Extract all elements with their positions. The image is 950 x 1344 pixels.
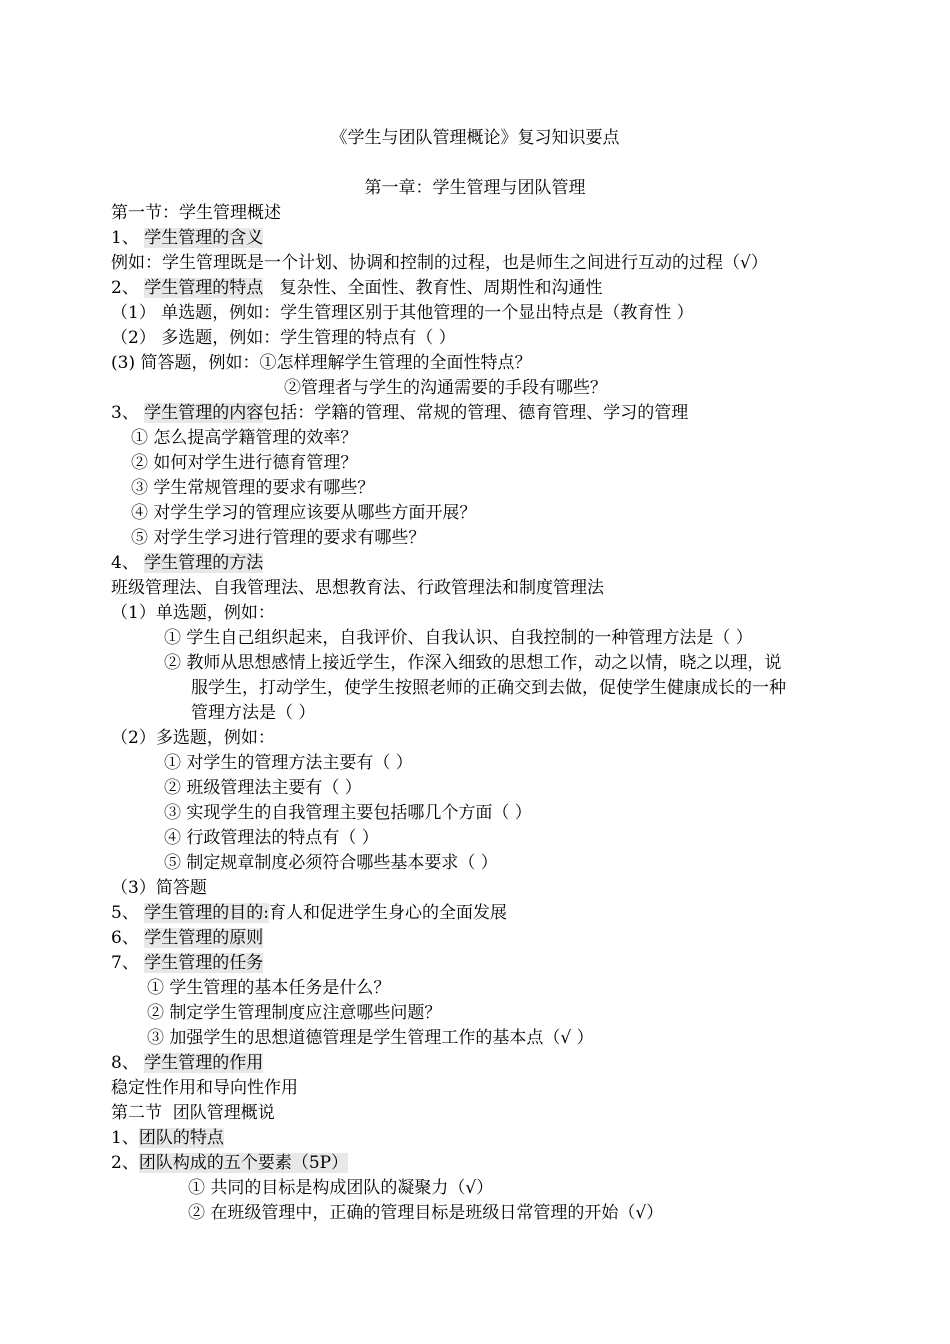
- chapter-heading: 第一章：学生管理与团队管理: [364, 178, 586, 198]
- text-line: (3) 简答题，例如：①怎样理解学生管理的全面性特点？: [111, 353, 532, 373]
- list-item: ② 制定学生管理制度应注意哪些问题？: [147, 1003, 442, 1023]
- document-title: 《学生与团队管理概论》复习知识要点: [330, 128, 620, 148]
- numbered-heading: [111, 276, 602, 300]
- list-item: ① 对学生的管理方法主要有（ ）: [164, 753, 413, 773]
- heading-number: 2、: [111, 1153, 139, 1173]
- highlighted-term: 学生管理的含义: [144, 228, 264, 248]
- heading-number: 6、: [111, 928, 145, 948]
- list-item: ④ 对学生学习的管理应该要从哪些方面开展？: [131, 503, 477, 523]
- text-line: （2） 多选题，例如：学生管理的特点有（ ）: [111, 328, 456, 348]
- highlighted-term: 学生管理的原则: [144, 928, 264, 948]
- heading-rest: 育人和促进学生身心的全面发展: [268, 903, 507, 923]
- list-item: ③ 加强学生的思想道德管理是学生管理工作的基本点（√ ）: [147, 1028, 594, 1048]
- highlighted-term: 学生管理的目的:: [144, 903, 269, 923]
- text-line: （2）多选题，例如：: [111, 728, 275, 748]
- text-line: （3）简答题: [111, 878, 207, 898]
- highlighted-term: 学生管理的特点: [144, 278, 264, 298]
- list-item: ⑤ 制定规章制度必须符合哪些基本要求（ ）: [164, 853, 498, 873]
- heading-number: 1、: [111, 228, 145, 248]
- numbered-heading: [111, 926, 263, 950]
- text-line: （1）单选题，例如：: [111, 603, 275, 623]
- heading-number: 8、: [111, 1053, 145, 1073]
- highlighted-term: 团队构成的五个要素（5P）: [138, 1153, 349, 1173]
- highlighted-term: 学生管理的作用: [144, 1053, 264, 1073]
- list-item: ① 怎么提高学籍管理的效率？: [131, 428, 358, 448]
- highlighted-term: 学生管理的方法: [144, 553, 264, 573]
- numbered-heading: [111, 1126, 224, 1150]
- heading-number: 2、: [111, 278, 145, 298]
- numbered-heading: [111, 951, 263, 975]
- highlighted-term: 学生管理的内容: [144, 403, 264, 423]
- text-line: 例如：学生管理既是一个计划、协调和控制的过程，也是师生之间进行互动的过程（√）: [111, 253, 768, 273]
- heading-number: 5、: [111, 903, 145, 923]
- list-item: ① 共同的目标是构成团队的凝聚力（√）: [188, 1178, 494, 1198]
- heading-number: 4、: [111, 553, 145, 573]
- numbered-heading: [111, 401, 688, 425]
- heading-rest: 包括：学籍的管理、常规的管理、德育管理、学习的管理: [263, 403, 689, 423]
- highlighted-term: 团队的特点: [138, 1128, 224, 1148]
- text-line: ②管理者与学生的沟通需要的手段有哪些？: [284, 378, 607, 398]
- heading-rest: 复杂性、全面性、教育性、周期性和沟通性: [263, 278, 603, 298]
- list-item-continuation: 服学生，打动学生，使学生按照老师的正确交到去做，促使学生健康成长的一种: [191, 678, 786, 698]
- list-item: ① 学生自己组织起来，自我评价、自我认识、自我控制的一种管理方法是（ ）: [164, 628, 753, 648]
- section-heading: 第二节 团队管理概说: [111, 1103, 275, 1123]
- text-line: （1） 单选题，例如：学生管理区别于其他管理的一个显出特点是（教育性 ）: [111, 303, 694, 323]
- text-line: 班级管理法、自我管理法、思想教育法、行政管理法和制度管理法: [111, 578, 604, 598]
- heading-number: 7、: [111, 953, 145, 973]
- heading-number: 3、: [111, 403, 145, 423]
- list-item: ② 教师从思想感情上接近学生，作深入细致的思想工作，动之以情，晓之以理，说: [164, 653, 782, 673]
- list-item: ④ 行政管理法的特点有（ ）: [164, 828, 379, 848]
- list-item-continuation: 管理方法是（ ）: [191, 703, 316, 723]
- numbered-heading: [111, 1151, 348, 1175]
- list-item: ② 在班级管理中，正确的管理目标是班级日常管理的开始（√）: [188, 1203, 664, 1223]
- list-item: ⑤ 对学生学习进行管理的要求有哪些？: [131, 528, 426, 548]
- numbered-heading: [111, 226, 263, 250]
- list-item: ③ 学生常规管理的要求有哪些？: [131, 478, 375, 498]
- highlighted-term: 学生管理的任务: [144, 953, 264, 973]
- numbered-heading: [111, 551, 263, 575]
- section-heading: 第一节：学生管理概述: [111, 203, 281, 223]
- list-item: ① 学生管理的基本任务是什么？: [147, 978, 391, 998]
- list-item: ② 班级管理法主要有（ ）: [164, 778, 362, 798]
- list-item: ② 如何对学生进行德育管理？: [131, 453, 358, 473]
- heading-number: 1、: [111, 1128, 139, 1148]
- numbered-heading: [111, 901, 507, 925]
- numbered-heading: [111, 1051, 263, 1075]
- list-item: ③ 实现学生的自我管理主要包括哪几个方面（ ）: [164, 803, 532, 823]
- text-line: 稳定性作用和导向性作用: [111, 1078, 298, 1098]
